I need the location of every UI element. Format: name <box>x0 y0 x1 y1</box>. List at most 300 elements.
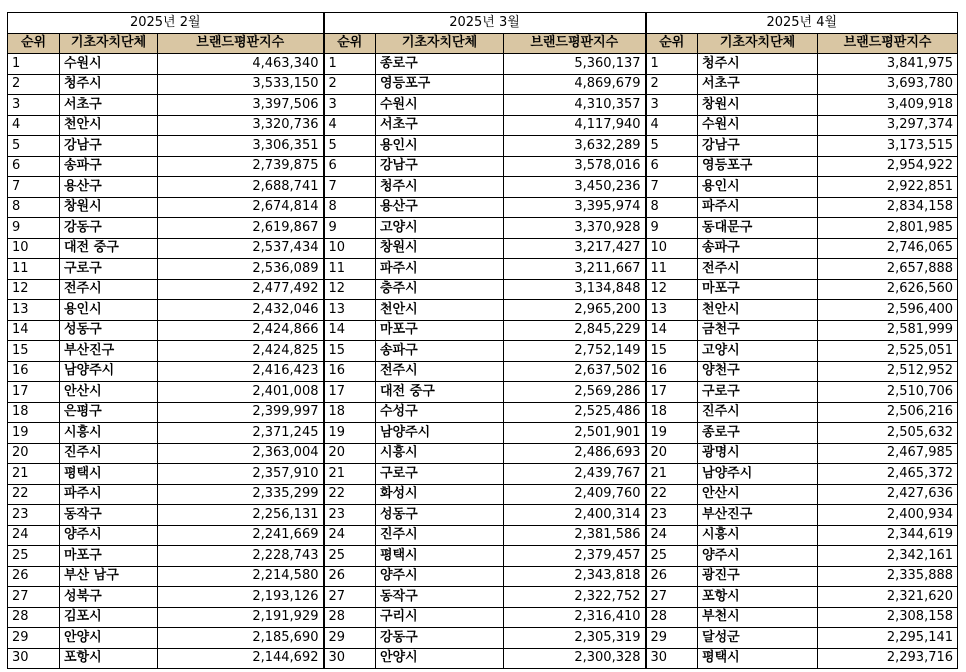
region-name-cell: 달성군 <box>698 628 818 649</box>
brand-index-cell: 2,371,245 <box>158 423 324 444</box>
month-title: 2025년 4월 <box>646 13 958 34</box>
brand-index-cell: 2,321,620 <box>818 587 958 608</box>
rank-cell: 21 <box>8 464 60 485</box>
region-name-cell: 파주시 <box>376 259 504 280</box>
region-name-cell: 성동구 <box>376 505 504 526</box>
brand-index-cell: 2,400,934 <box>818 505 958 526</box>
brand-index-cell: 2,427,636 <box>818 484 958 505</box>
table-row <box>8 115 958 136</box>
region-name-cell: 구로구 <box>60 259 158 280</box>
brand-index-cell: 3,450,236 <box>504 177 646 198</box>
table-row <box>8 197 958 218</box>
region-name-cell: 안양시 <box>60 628 158 649</box>
region-name-cell: 용인시 <box>60 300 158 321</box>
rank-cell: 4 <box>324 115 376 136</box>
rank-cell: 20 <box>324 443 376 464</box>
region-name-cell: 송파구 <box>60 156 158 177</box>
region-name-cell: 성북구 <box>60 587 158 608</box>
table-row <box>8 566 958 587</box>
rank-cell: 27 <box>8 587 60 608</box>
brand-index-cell: 2,399,997 <box>158 402 324 423</box>
brand-index-cell: 2,505,632 <box>818 423 958 444</box>
brand-index-cell: 2,845,229 <box>504 320 646 341</box>
brand-index-cell: 2,381,586 <box>504 525 646 546</box>
rank-cell: 7 <box>8 177 60 198</box>
region-name-cell: 부천시 <box>698 607 818 628</box>
rank-cell: 12 <box>8 279 60 300</box>
region-name-cell: 수원시 <box>376 95 504 116</box>
rank-cell: 6 <box>324 156 376 177</box>
brand-index-cell: 2,746,065 <box>818 238 958 259</box>
region-name-cell: 종로구 <box>698 423 818 444</box>
region-name-cell: 용인시 <box>376 136 504 157</box>
rank-cell: 10 <box>646 238 698 259</box>
region-name-cell: 은평구 <box>60 402 158 423</box>
brand-index-cell: 2,739,875 <box>158 156 324 177</box>
rank-cell: 19 <box>646 423 698 444</box>
rank-cell: 23 <box>324 505 376 526</box>
table-row <box>8 238 958 259</box>
region-name-cell: 구로구 <box>698 382 818 403</box>
region-name-cell: 진주시 <box>376 525 504 546</box>
region-name-cell: 용산구 <box>376 197 504 218</box>
brand-index-cell: 4,310,357 <box>504 95 646 116</box>
rank-cell: 23 <box>8 505 60 526</box>
table-row <box>8 382 958 403</box>
table-row <box>8 279 958 300</box>
brand-index-cell: 3,211,667 <box>504 259 646 280</box>
table-row <box>8 464 958 485</box>
brand-index-cell: 2,637,502 <box>504 361 646 382</box>
rank-cell: 30 <box>324 648 376 669</box>
brand-index-cell: 2,316,410 <box>504 607 646 628</box>
ranking-table-container <box>7 12 958 669</box>
region-name-cell: 파주시 <box>60 484 158 505</box>
region-name-cell: 서초구 <box>698 74 818 95</box>
value-header: 브랜드평판지수 <box>818 33 958 54</box>
region-name-cell: 평택시 <box>60 464 158 485</box>
region-name-cell: 대전 중구 <box>60 238 158 259</box>
rank-cell: 6 <box>8 156 60 177</box>
column-header-row <box>8 33 958 54</box>
rank-cell: 26 <box>8 566 60 587</box>
brand-index-cell: 2,801,985 <box>818 218 958 239</box>
brand-index-cell: 2,228,743 <box>158 546 324 567</box>
rank-cell: 20 <box>8 443 60 464</box>
brand-index-cell: 3,297,374 <box>818 115 958 136</box>
rank-cell: 7 <box>324 177 376 198</box>
region-name-cell: 서초구 <box>60 95 158 116</box>
brand-index-cell: 2,657,888 <box>818 259 958 280</box>
table-row <box>8 95 958 116</box>
table-row <box>8 156 958 177</box>
rank-cell: 3 <box>324 95 376 116</box>
rank-cell: 14 <box>8 320 60 341</box>
rank-cell: 14 <box>646 320 698 341</box>
region-name-cell: 진주시 <box>698 402 818 423</box>
value-header: 브랜드평판지수 <box>504 33 646 54</box>
region-name-cell: 고양시 <box>698 341 818 362</box>
brand-index-cell: 2,922,851 <box>818 177 958 198</box>
region-name-cell: 용산구 <box>60 177 158 198</box>
brand-index-cell: 4,117,940 <box>504 115 646 136</box>
rank-cell: 28 <box>646 607 698 628</box>
brand-index-cell: 2,486,693 <box>504 443 646 464</box>
brand-index-cell: 2,525,486 <box>504 402 646 423</box>
month-title: 2025년 2월 <box>8 13 324 34</box>
brand-index-cell: 3,370,928 <box>504 218 646 239</box>
region-name-cell: 종로구 <box>376 54 504 75</box>
region-name-cell: 수성구 <box>376 402 504 423</box>
brand-index-cell: 2,506,216 <box>818 402 958 423</box>
rank-cell: 26 <box>324 566 376 587</box>
brand-index-cell: 2,185,690 <box>158 628 324 649</box>
table-row <box>8 361 958 382</box>
region-name-cell: 청주시 <box>376 177 504 198</box>
region-name-cell: 고양시 <box>376 218 504 239</box>
rank-cell: 13 <box>8 300 60 321</box>
rank-cell: 7 <box>646 177 698 198</box>
brand-index-cell: 2,674,814 <box>158 197 324 218</box>
rank-cell: 19 <box>8 423 60 444</box>
brand-index-cell: 2,401,008 <box>158 382 324 403</box>
brand-index-cell: 2,363,004 <box>158 443 324 464</box>
table-row <box>8 443 958 464</box>
table-row <box>8 402 958 423</box>
rank-cell: 9 <box>646 218 698 239</box>
region-name-cell: 송파구 <box>698 238 818 259</box>
brand-index-cell: 2,342,161 <box>818 546 958 567</box>
region-name-cell: 수원시 <box>698 115 818 136</box>
rank-cell: 3 <box>8 95 60 116</box>
region-name-cell: 광진구 <box>698 566 818 587</box>
rank-cell: 29 <box>8 628 60 649</box>
rank-cell: 23 <box>646 505 698 526</box>
rank-cell: 11 <box>646 259 698 280</box>
rank-cell: 25 <box>8 546 60 567</box>
rank-cell: 11 <box>324 259 376 280</box>
region-name-cell: 금천구 <box>698 320 818 341</box>
region-name-cell: 동작구 <box>60 505 158 526</box>
region-name-cell: 김포시 <box>60 607 158 628</box>
rank-cell: 2 <box>324 74 376 95</box>
region-name-cell: 창원시 <box>376 238 504 259</box>
brand-index-cell: 2,256,131 <box>158 505 324 526</box>
region-name-cell: 포항시 <box>698 587 818 608</box>
rank-cell: 1 <box>646 54 698 75</box>
rank-cell: 22 <box>324 484 376 505</box>
rank-cell: 2 <box>646 74 698 95</box>
table-row <box>8 320 958 341</box>
table-row <box>8 505 958 526</box>
region-name-cell: 청주시 <box>60 74 158 95</box>
rank-cell: 27 <box>324 587 376 608</box>
brand-index-cell: 2,501,901 <box>504 423 646 444</box>
rank-cell: 18 <box>324 402 376 423</box>
rank-cell: 25 <box>324 546 376 567</box>
region-name-cell: 화성시 <box>376 484 504 505</box>
brand-index-cell: 2,357,910 <box>158 464 324 485</box>
region-name-cell: 포항시 <box>60 648 158 669</box>
region-name-cell: 전주시 <box>376 361 504 382</box>
month-title: 2025년 3월 <box>324 13 646 34</box>
rank-cell: 5 <box>646 136 698 157</box>
rank-cell: 29 <box>324 628 376 649</box>
rank-cell: 8 <box>646 197 698 218</box>
brand-index-cell: 3,693,780 <box>818 74 958 95</box>
rank-cell: 11 <box>8 259 60 280</box>
region-name-cell: 남양주시 <box>698 464 818 485</box>
month-header-row <box>8 13 958 34</box>
rank-cell: 15 <box>324 341 376 362</box>
table-row <box>8 54 958 75</box>
brand-index-cell: 2,409,760 <box>504 484 646 505</box>
region-name-cell: 양주시 <box>376 566 504 587</box>
brand-index-cell: 5,360,137 <box>504 54 646 75</box>
region-name-cell: 구리시 <box>376 607 504 628</box>
brand-index-cell: 2,241,669 <box>158 525 324 546</box>
brand-index-cell: 2,965,200 <box>504 300 646 321</box>
region-name-cell: 수원시 <box>60 54 158 75</box>
rank-cell: 27 <box>646 587 698 608</box>
brand-index-cell: 2,300,328 <box>504 648 646 669</box>
brand-index-cell: 2,416,423 <box>158 361 324 382</box>
table-row <box>8 300 958 321</box>
region-name-cell: 양천구 <box>698 361 818 382</box>
rank-header: 순위 <box>8 33 60 54</box>
region-name-cell: 충주시 <box>376 279 504 300</box>
region-name-cell: 파주시 <box>698 197 818 218</box>
rank-cell: 30 <box>646 648 698 669</box>
rank-cell: 8 <box>8 197 60 218</box>
table-row <box>8 546 958 567</box>
rank-cell: 24 <box>324 525 376 546</box>
table-row <box>8 218 958 239</box>
rank-cell: 28 <box>324 607 376 628</box>
rank-cell: 15 <box>8 341 60 362</box>
region-name-cell: 전주시 <box>60 279 158 300</box>
brand-index-cell: 4,869,679 <box>504 74 646 95</box>
region-name-cell: 동대문구 <box>698 218 818 239</box>
region-name-cell: 서초구 <box>376 115 504 136</box>
brand-reputation-table <box>7 12 958 669</box>
rank-cell: 8 <box>324 197 376 218</box>
region-name-cell: 창원시 <box>698 95 818 116</box>
table-row <box>8 74 958 95</box>
brand-index-cell: 2,293,716 <box>818 648 958 669</box>
brand-index-cell: 2,581,999 <box>818 320 958 341</box>
table-row <box>8 525 958 546</box>
region-name-cell: 용인시 <box>698 177 818 198</box>
brand-index-cell: 3,578,016 <box>504 156 646 177</box>
region-name-cell: 강남구 <box>376 156 504 177</box>
brand-index-cell: 2,525,051 <box>818 341 958 362</box>
brand-index-cell: 3,409,918 <box>818 95 958 116</box>
brand-index-cell: 2,379,457 <box>504 546 646 567</box>
region-name-cell: 시흥시 <box>698 525 818 546</box>
name-header: 기초자치단체 <box>60 33 158 54</box>
table-row <box>8 136 958 157</box>
brand-index-cell: 2,465,372 <box>818 464 958 485</box>
rank-cell: 15 <box>646 341 698 362</box>
rank-cell: 12 <box>646 279 698 300</box>
brand-index-cell: 2,335,888 <box>818 566 958 587</box>
brand-index-cell: 2,343,818 <box>504 566 646 587</box>
region-name-cell: 강남구 <box>60 136 158 157</box>
rank-cell: 22 <box>8 484 60 505</box>
brand-index-cell: 2,400,314 <box>504 505 646 526</box>
table-row <box>8 607 958 628</box>
region-name-cell: 천안시 <box>60 115 158 136</box>
region-name-cell: 영등포구 <box>698 156 818 177</box>
region-name-cell: 전주시 <box>698 259 818 280</box>
brand-index-cell: 2,305,319 <box>504 628 646 649</box>
brand-index-cell: 2,424,825 <box>158 341 324 362</box>
brand-index-cell: 2,308,158 <box>818 607 958 628</box>
rank-cell: 3 <box>646 95 698 116</box>
region-name-cell: 시흥시 <box>60 423 158 444</box>
rank-cell: 29 <box>646 628 698 649</box>
brand-index-cell: 2,510,706 <box>818 382 958 403</box>
rank-cell: 19 <box>324 423 376 444</box>
region-name-cell: 동작구 <box>376 587 504 608</box>
brand-index-cell: 2,512,952 <box>818 361 958 382</box>
brand-index-cell: 3,134,848 <box>504 279 646 300</box>
brand-index-cell: 2,467,985 <box>818 443 958 464</box>
brand-index-cell: 2,191,929 <box>158 607 324 628</box>
region-name-cell: 평택시 <box>376 546 504 567</box>
rank-cell: 21 <box>324 464 376 485</box>
rank-cell: 12 <box>324 279 376 300</box>
region-name-cell: 창원시 <box>60 197 158 218</box>
region-name-cell: 남양주시 <box>376 423 504 444</box>
brand-index-cell: 2,752,149 <box>504 341 646 362</box>
region-name-cell: 부산 남구 <box>60 566 158 587</box>
region-name-cell: 진주시 <box>60 443 158 464</box>
rank-cell: 5 <box>8 136 60 157</box>
region-name-cell: 평택시 <box>698 648 818 669</box>
brand-index-cell: 2,569,286 <box>504 382 646 403</box>
rank-cell: 10 <box>324 238 376 259</box>
rank-cell: 1 <box>324 54 376 75</box>
region-name-cell: 마포구 <box>376 320 504 341</box>
region-name-cell: 구로구 <box>376 464 504 485</box>
rank-cell: 30 <box>8 648 60 669</box>
brand-index-cell: 2,688,741 <box>158 177 324 198</box>
brand-index-cell: 4,463,340 <box>158 54 324 75</box>
brand-index-cell: 3,397,506 <box>158 95 324 116</box>
rank-cell: 10 <box>8 238 60 259</box>
rank-cell: 20 <box>646 443 698 464</box>
brand-index-cell: 3,306,351 <box>158 136 324 157</box>
brand-index-cell: 3,841,975 <box>818 54 958 75</box>
brand-index-cell: 2,954,922 <box>818 156 958 177</box>
region-name-cell: 강동구 <box>376 628 504 649</box>
rank-cell: 6 <box>646 156 698 177</box>
region-name-cell: 마포구 <box>60 546 158 567</box>
brand-index-cell: 2,834,158 <box>818 197 958 218</box>
region-name-cell: 천안시 <box>698 300 818 321</box>
region-name-cell: 양주시 <box>698 546 818 567</box>
region-name-cell: 천안시 <box>376 300 504 321</box>
brand-index-cell: 2,477,492 <box>158 279 324 300</box>
rank-cell: 17 <box>8 382 60 403</box>
rank-cell: 13 <box>646 300 698 321</box>
brand-index-cell: 2,335,299 <box>158 484 324 505</box>
brand-index-cell: 2,322,752 <box>504 587 646 608</box>
rank-cell: 9 <box>324 218 376 239</box>
rank-cell: 4 <box>8 115 60 136</box>
rank-cell: 2 <box>8 74 60 95</box>
name-header: 기초자치단체 <box>698 33 818 54</box>
brand-index-cell: 2,424,866 <box>158 320 324 341</box>
brand-index-cell: 2,619,867 <box>158 218 324 239</box>
region-name-cell: 광명시 <box>698 443 818 464</box>
region-name-cell: 남양주시 <box>60 361 158 382</box>
brand-index-cell: 3,173,515 <box>818 136 958 157</box>
brand-index-cell: 3,395,974 <box>504 197 646 218</box>
region-name-cell: 안산시 <box>60 382 158 403</box>
rank-cell: 13 <box>324 300 376 321</box>
rank-cell: 16 <box>8 361 60 382</box>
rank-cell: 1 <box>8 54 60 75</box>
table-row <box>8 648 958 669</box>
brand-index-cell: 2,536,089 <box>158 259 324 280</box>
brand-index-cell: 3,217,427 <box>504 238 646 259</box>
rank-header: 순위 <box>324 33 376 54</box>
region-name-cell: 안양시 <box>376 648 504 669</box>
rank-cell: 9 <box>8 218 60 239</box>
brand-index-cell: 3,632,289 <box>504 136 646 157</box>
value-header: 브랜드평판지수 <box>158 33 324 54</box>
region-name-cell: 대전 중구 <box>376 382 504 403</box>
region-name-cell: 마포구 <box>698 279 818 300</box>
rank-cell: 16 <box>646 361 698 382</box>
rank-cell: 25 <box>646 546 698 567</box>
region-name-cell: 시흥시 <box>376 443 504 464</box>
rank-cell: 18 <box>8 402 60 423</box>
rank-cell: 14 <box>324 320 376 341</box>
brand-index-cell: 2,432,046 <box>158 300 324 321</box>
brand-index-cell: 3,320,736 <box>158 115 324 136</box>
region-name-cell: 송파구 <box>376 341 504 362</box>
brand-index-cell: 2,537,434 <box>158 238 324 259</box>
region-name-cell: 부산진구 <box>60 341 158 362</box>
rank-cell: 5 <box>324 136 376 157</box>
brand-index-cell: 2,439,767 <box>504 464 646 485</box>
brand-index-cell: 2,596,400 <box>818 300 958 321</box>
rank-cell: 24 <box>8 525 60 546</box>
rank-cell: 16 <box>324 361 376 382</box>
table-row <box>8 423 958 444</box>
rank-header: 순위 <box>646 33 698 54</box>
region-name-cell: 성동구 <box>60 320 158 341</box>
table-row <box>8 177 958 198</box>
brand-index-cell: 3,533,150 <box>158 74 324 95</box>
rank-cell: 18 <box>646 402 698 423</box>
table-row <box>8 587 958 608</box>
rank-cell: 28 <box>8 607 60 628</box>
brand-index-cell: 2,144,692 <box>158 648 324 669</box>
brand-index-cell: 2,214,580 <box>158 566 324 587</box>
rank-cell: 22 <box>646 484 698 505</box>
rank-cell: 17 <box>324 382 376 403</box>
region-name-cell: 영등포구 <box>376 74 504 95</box>
rank-cell: 17 <box>646 382 698 403</box>
rank-cell: 21 <box>646 464 698 485</box>
region-name-cell: 강남구 <box>698 136 818 157</box>
region-name-cell: 양주시 <box>60 525 158 546</box>
